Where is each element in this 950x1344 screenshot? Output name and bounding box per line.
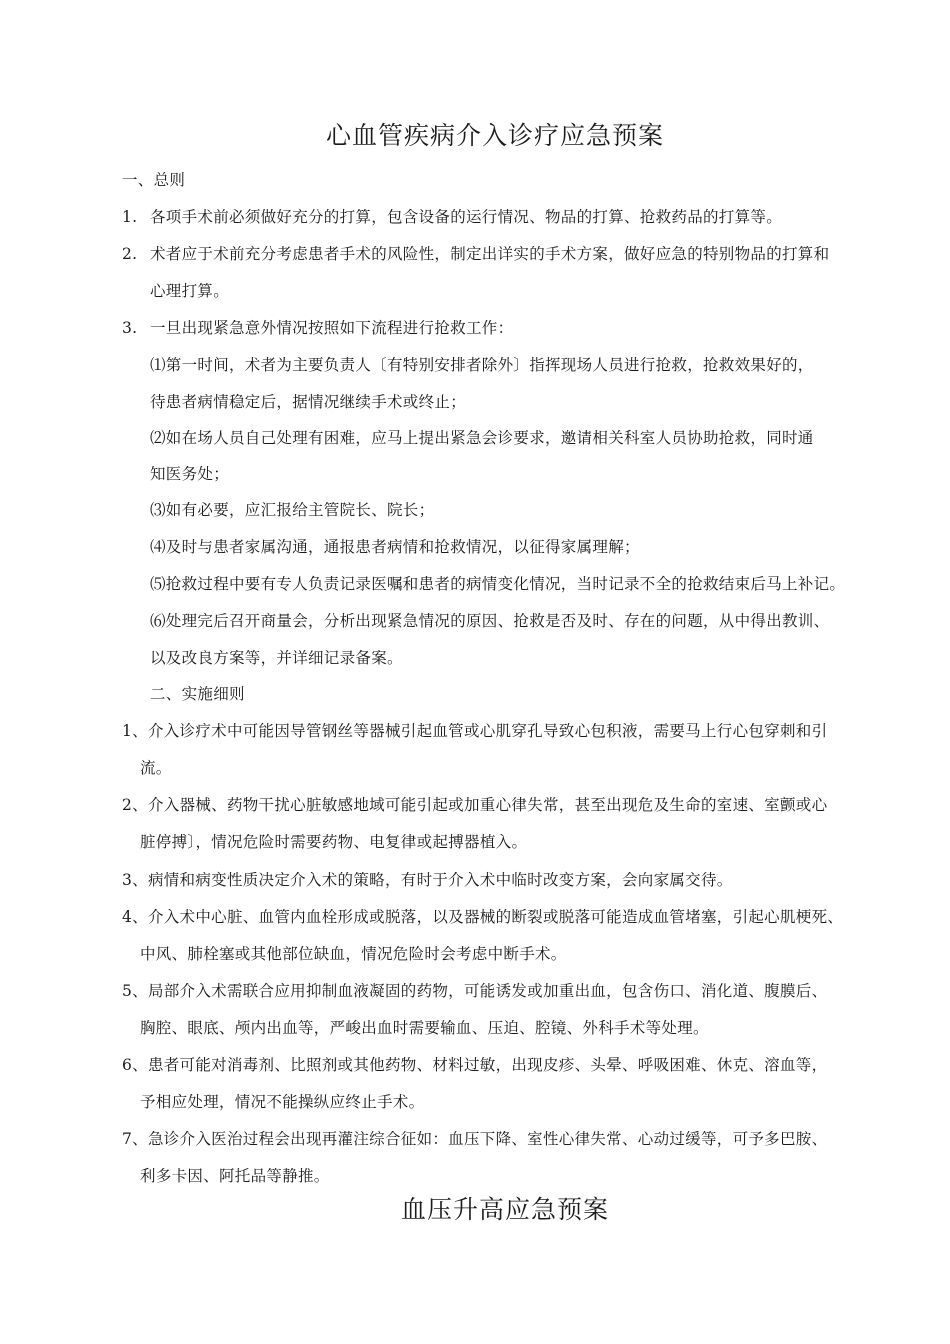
detail-2: 2、介入器械、药物干扰心脏敏感地域可能引起或加重心律失常，甚至出现危及生命的室速、室颤或心 — [122, 796, 828, 814]
detail-6-cont: 予相应处理，情况不能操纵应终止手术。 — [140, 1093, 425, 1111]
procedure-1-cont: 待患者病情稳定后，据情况继续手术或终止； — [150, 393, 467, 411]
section-heading-details: 二、实施细则 — [150, 685, 245, 703]
next-section-title: 血压升高应急预案 — [400, 1195, 609, 1224]
procedure-3: ⑶如有必要，应汇报给主管院长、院长； — [150, 501, 435, 519]
general-item-1 — [122, 207, 782, 227]
procedure-5: ⑸抢救过程中要有专人负责记录医嘱和患者的病情变化情况，当时记录不全的抢救结束后马上补记。 — [150, 575, 846, 593]
detail-1-cont: 流。 — [140, 759, 172, 777]
procedure-6: ⑹处理完后召开商量会，分析出现紧急情况的原因、抢救是否及时、存在的问题，从中得出教训、 — [150, 612, 830, 630]
procedure-2-cont: 知医务处； — [150, 465, 230, 483]
procedure-6-cont: 以及改良方案等，并详细记录备案。 — [150, 649, 403, 667]
general-item-2-cont: 心理打算。 — [150, 282, 230, 300]
detail-5-cont: 胸腔、眼底、颅内出血等，严峻出血时需要输血、压迫、腔镜、外科手术等处理。 — [140, 1019, 709, 1037]
item-number: 1. — [122, 208, 138, 226]
procedure-4: ⑷及时与患者家属沟通，通报患者病情和抢救情况，以征得家属理解； — [150, 538, 640, 556]
detail-5: 5、局部介入术需联合应用抑制血液凝固的药物，可能诱发或加重出血，包含伤口、消化道、腹膜后、 — [122, 982, 828, 1000]
procedure-2: ⑵如在场人员自己处理有困难，应马上提出紧急会诊要求，邀请相关科室人员协助抢救，同时通 — [150, 429, 814, 447]
general-item-2 — [122, 244, 829, 264]
detail-7-cont: 利多卡因、阿托品等静推。 — [140, 1167, 330, 1185]
detail-7: 7、急诊介入医治过程会出现再灌注综合征如：血压下降、室性心律失常、心动过缓等，可予多巴胺、 — [122, 1130, 828, 1148]
document-title: 心血管疾病介入诊疗应急预案 — [325, 121, 664, 150]
procedure-1: ⑴第一时间，术者为主要负责人〔有特别安排者除外〕指挥现场人员进行抢救，抢救效果好的， — [150, 356, 814, 374]
general-item-3 — [122, 318, 513, 338]
detail-6: 6、患者可能对消毒剂、比照剂或其他药物、材料过敏，出现皮疹、头晕、呼吸困难、休克、溶血等， — [122, 1056, 828, 1074]
detail-2-cont: 脏停搏〕，情况危险时需要药物、电复律或起搏器植入。 — [140, 833, 528, 851]
item-text: 各项手术前必须做好充分的打算，包含设备的运行情况、物品的打算、抢救药品的打算等。 — [150, 208, 783, 226]
item-number: 2. — [122, 245, 138, 263]
detail-4: 4、介入术中心脏、血管内血栓形成或脱落，以及器械的断裂或脱落可能造成血管堵塞，引起心肌梗死、 — [122, 908, 844, 926]
detail-1: 1、介入诊疗术中可能因导管钢丝等器械引起血管或心肌穿孔导致心包积液，需要马上行心包穿刺和引 — [122, 722, 828, 740]
item-text: 术者应于术前充分考虑患者手术的风险性，制定出详实的手术方案，做好应急的特别物品的打算和 — [150, 245, 830, 263]
item-number: 3. — [122, 319, 138, 337]
section-heading-general: 一、总则 — [122, 171, 186, 189]
item-text: 一旦出现紧急意外情况按照如下流程进行抢救工作： — [150, 319, 514, 337]
detail-3: 3、病情和病变性质决定介入术的策略，有时于介入术中临时改变方案，会向家属交待。 — [122, 871, 733, 889]
detail-4-cont: 中风、肺栓塞或其他部位缺血，情况危险时会考虑中断手术。 — [140, 945, 567, 963]
